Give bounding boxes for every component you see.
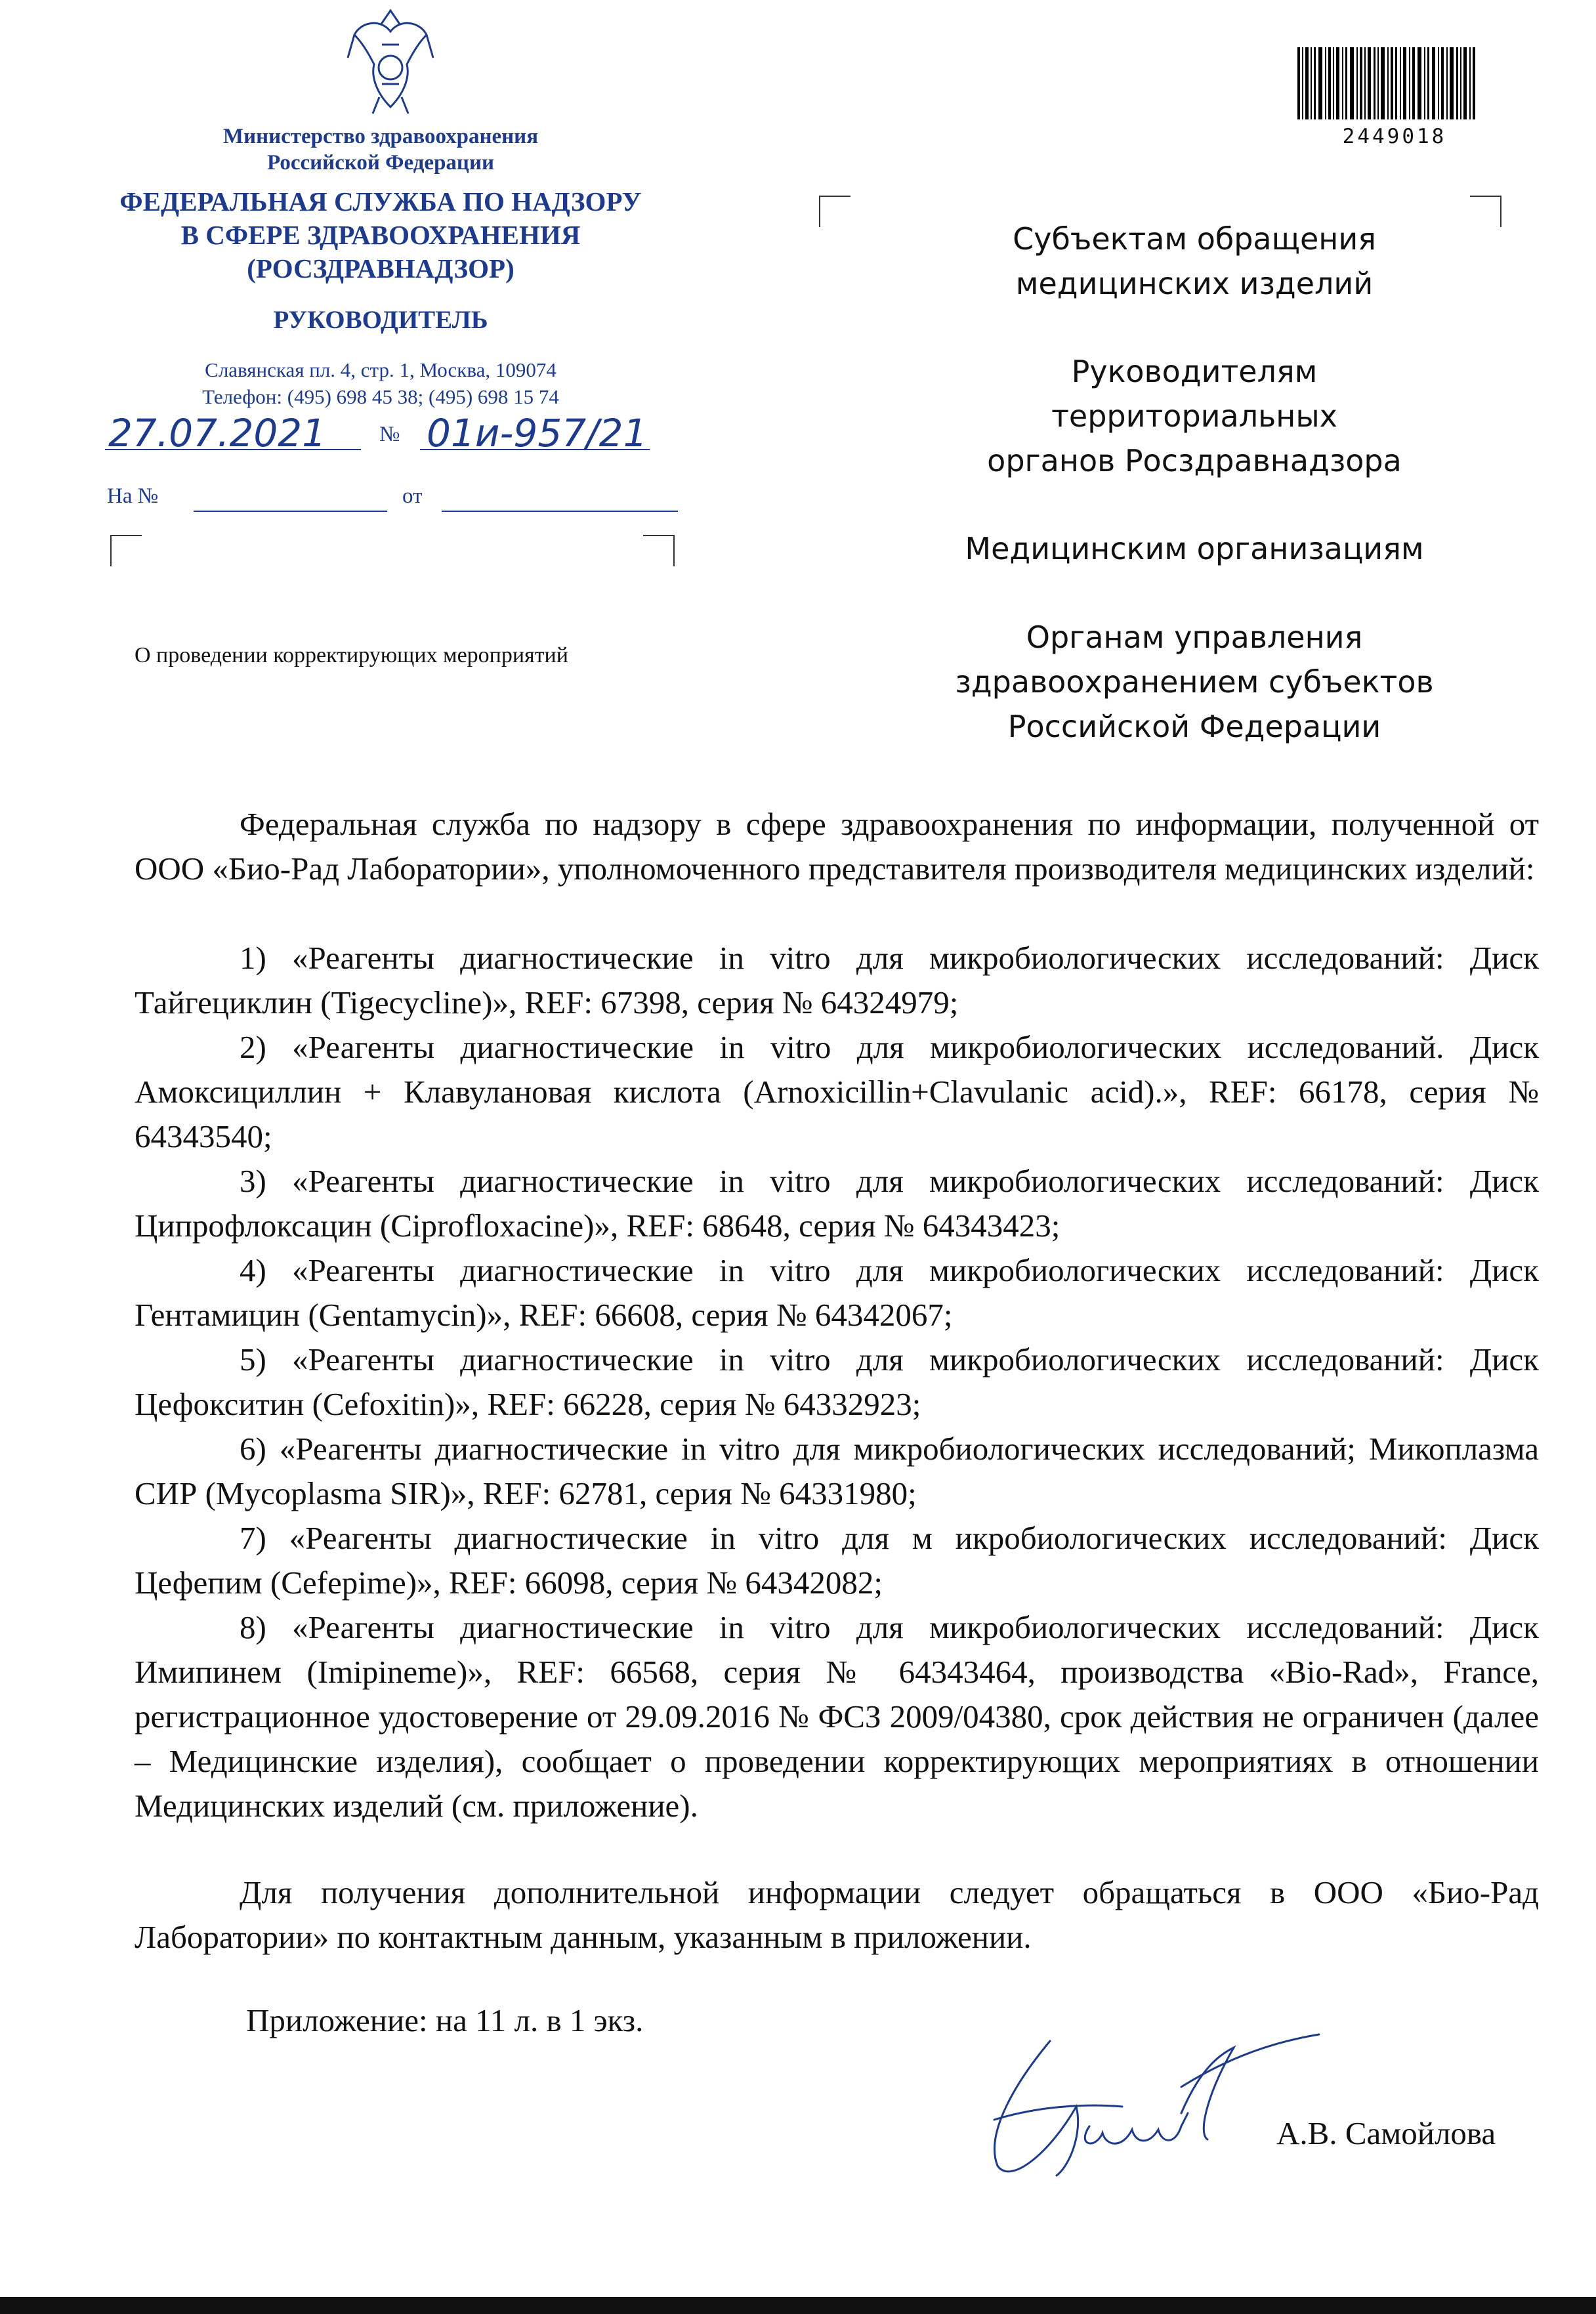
recipient-line: территориальных xyxy=(1051,398,1337,434)
recipient-line: здравоохранением субъектов xyxy=(955,664,1434,700)
service-name-line2: В СФЕРЕ ЗДРАВООХРАНЕНИЯ xyxy=(180,220,581,250)
subject-bracket-left xyxy=(110,535,142,566)
ministry-name-line1: Министерство здравоохранения xyxy=(222,125,539,148)
signature-icon xyxy=(971,2015,1339,2192)
coat-of-arms-icon xyxy=(341,5,440,117)
recipient-line: Органам управления xyxy=(1026,620,1363,655)
item-5: 5) «Реагенты диагностические in vitro для микробиологических исследований: Диск Цефокситин (Cefoxitin)», REF: 66228, серия № 64332923; xyxy=(135,1341,1539,1422)
body-intro: Федеральная служба по надзору в сфере здравоохранения по информации, полученной от ООО «Био-Рад Лаборатории», уполномоченного представителя производителя медицинских изделий: xyxy=(135,806,1539,887)
contact-paragraph: Для получения дополнительной информации следует обращаться в ООО «Био-Рад Лаборатории» по контактным данным, указанным в приложении. xyxy=(135,1874,1539,1955)
recipient-line: Руководителям xyxy=(1071,354,1318,389)
item-1: 1) «Реагенты диагностические in vitro для микробиологических исследований: Диск Тайгециклин (Tigecycline)», REF: 67398, серия № 64324979; xyxy=(135,940,1539,1020)
item-3: 3) «Реагенты диагностические in vitro для микробиологических исследований: Диск Ципрофлоксацин (Ciprofloxacine)», REF: 68648, серия № 64343423; xyxy=(135,1163,1539,1244)
service-name-line3: (РОСЗДРАВНАДЗОР) xyxy=(247,253,514,284)
attachment-note: Приложение: на 11 л. в 1 экз. xyxy=(246,2002,644,2038)
from-label: от xyxy=(402,484,423,508)
ministry-name-line2: Российской Федерации xyxy=(267,151,494,175)
scan-edge xyxy=(0,2297,1596,2314)
address-bracket-left xyxy=(819,196,850,227)
recipient-block-1 xyxy=(883,217,1506,306)
signatory-name: А.В. Самойлова xyxy=(1276,2115,1496,2151)
recipient-line: Медицинским организациям xyxy=(965,531,1424,566)
recipient-line: Субъектам обращения xyxy=(1013,221,1376,257)
registration-line xyxy=(105,408,735,467)
barcode-number: 2449018 xyxy=(1342,125,1447,148)
role-title: РУКОВОДИТЕЛЬ xyxy=(273,306,488,334)
recipient-block-3 xyxy=(883,526,1506,571)
item-2: 2) «Реагенты диагностические in vitro для микробиологических исследований. Диск Амоксициллин + Клавулановая кислота (Arnoxicillin+Clavulanic acid).», REF: 66178, серия № 64343540; xyxy=(135,1029,1539,1154)
recipient-line: Российской Федерации xyxy=(1007,709,1381,744)
number-label: № xyxy=(379,423,400,446)
registration-number: 01и-957/21 xyxy=(427,411,648,455)
item-8: 8) «Реагенты диагностические in vitro для микробиологических исследований: Диск Имипинем (Imipineme)», REF: 66568, серия № 64343464, производства «Bio-Rad», France, регистрационное удостоверение от 29.09.2016 № ФСЗ 2009/04380, срок действия не ограничен (далее – Медицинские изделия), сообщает о проведении корректирующих мероприятиях в отношении Медицинских изделий (см. приложение). xyxy=(135,1609,1539,1824)
address: Славянская пл. 4, стр. 1, Москва, 109074 xyxy=(205,358,556,381)
reply-label: На № xyxy=(107,484,159,508)
recipient-block-4 xyxy=(883,615,1506,749)
recipient-line: медицинских изделий xyxy=(1015,266,1374,301)
phone: Телефон: (495) 698 45 38; (495) 698 15 74 xyxy=(202,385,559,408)
item-7: 7) «Реагенты диагностические in vitro для м икробиологических исследований: Диск Цефепим (Cefepime)», REF: 66098, серия № 64342082; xyxy=(135,1520,1539,1601)
barcode-icon xyxy=(1296,47,1493,129)
registration-date: 27.07.2021 xyxy=(108,411,327,455)
item-4: 4) «Реагенты диагностические in vitro для микробиологических исследований: Диск Гентамицин (Gentamycin)», REF: 66608, серия № 64342067; xyxy=(135,1252,1539,1333)
subject-bracket-right xyxy=(643,535,675,566)
subject-line: О проведении корректирующих мероприятий xyxy=(135,643,568,667)
recipient-line: органов Росздравнадзора xyxy=(987,443,1402,478)
reply-line xyxy=(107,484,684,517)
recipient-block-2 xyxy=(883,349,1506,483)
service-name-line1: ФЕДЕРАЛЬНАЯ СЛУЖБА ПО НАДЗОРУ xyxy=(119,186,642,217)
item-6: 6) «Реагенты диагностические in vitro для микробиологических исследований; Микоплазма СИР (Mycoplasma SIR)», REF: 62781, серия № 64331980; xyxy=(135,1431,1539,1511)
